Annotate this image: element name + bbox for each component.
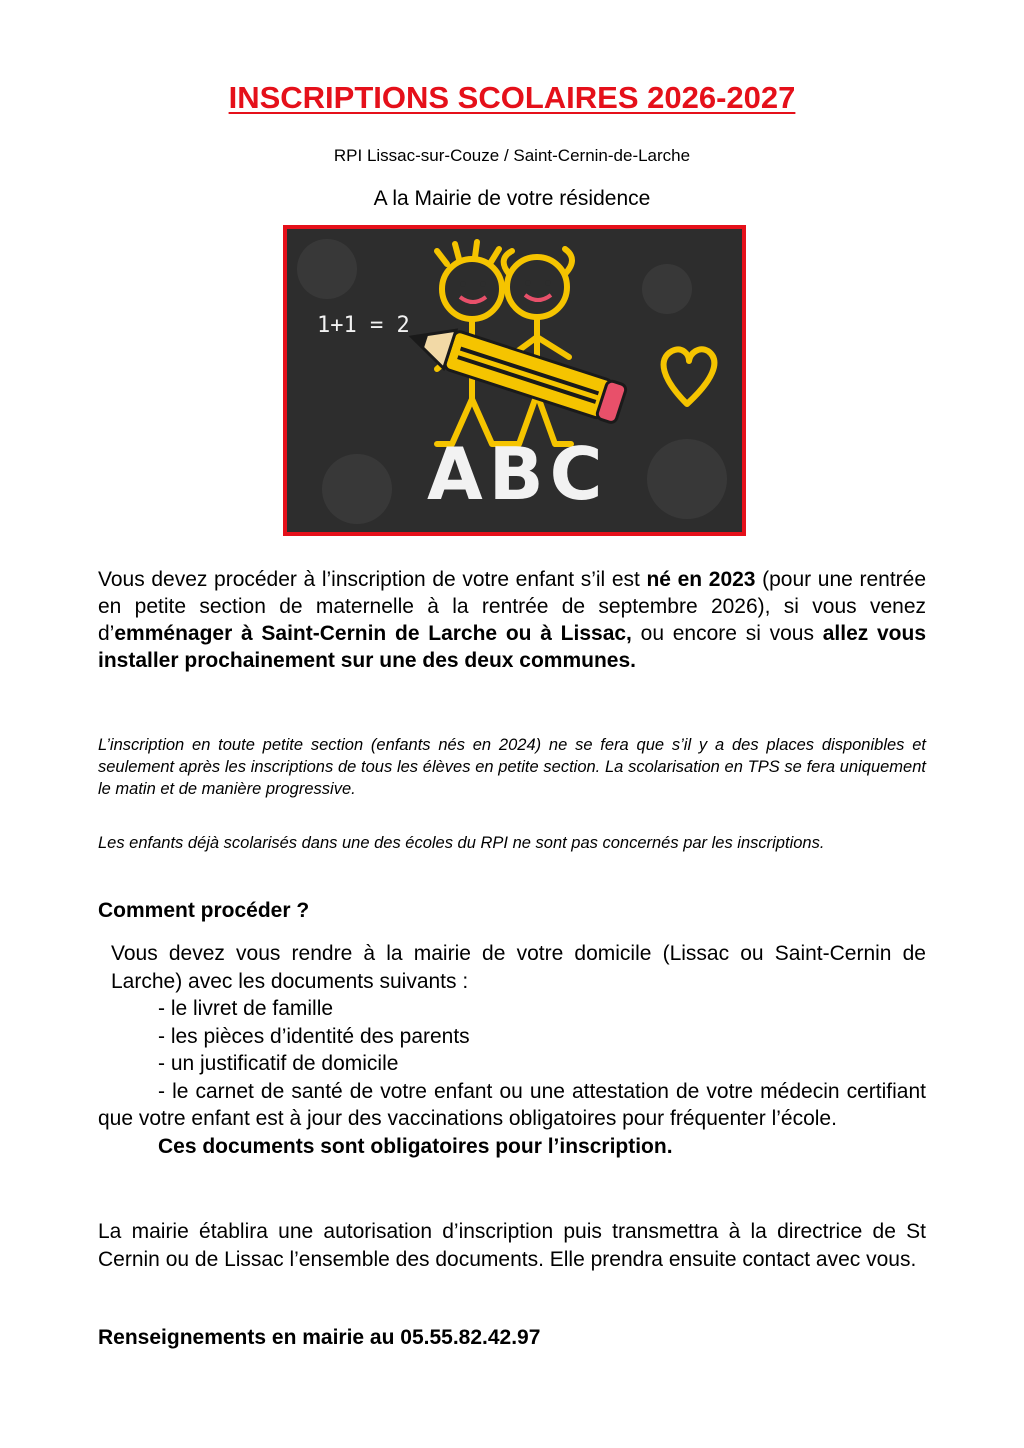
document-item: - le livret de famille: [158, 997, 334, 1020]
contact-line: Renseignements en mairie au 05.55.82.42.97: [98, 1326, 541, 1349]
location-line: A la Mairie de votre résidence: [373, 187, 651, 210]
rpi-note: Les enfants déjà scolarisés dans une des écoles du RPI ne sont pas concernés par les inscriptions.: [98, 834, 825, 852]
page-title: INSCRIPTIONS SCOLAIRES 2026-2027: [228, 80, 796, 115]
mandatory-note: Ces documents sont obligatoires pour l’inscription.: [158, 1134, 673, 1158]
intro-paragraph: Vous devez procéder à l’inscription de votre enfant s’il est né en 2023 (pour une rentrée en petite section de maternelle à la rentrée de septembre 2026), si vous venez d’emménager à Saint-Cernin de Larche ou à Lissac, ou encore si vous allez vous installer prochainement sur une des deux communes.: [98, 568, 927, 672]
document-item: - le carnet de santé de votre enfant ou une attestation de votre médecin certifiant que votre enfant est à jour des vaccinations obligatoires pour fréquenter l’école.: [98, 1079, 926, 1130]
abc-text: ABC: [427, 432, 609, 516]
tps-note: L’inscription en toute petite section (enfants nés en 2024) ne se fera que s’il y a des places disponibles et seulement après les inscriptions de tous les élèves en petite section. La scolarisation en TPS se fera uniquement le matin et de manière progressive.: [98, 736, 926, 798]
procedure-section: [98, 940, 926, 1160]
subtitle: RPI Lissac-sur-Couze / Saint-Cernin-de-Larche: [333, 146, 691, 165]
closing-paragraph: La mairie établira une autorisation d’inscription puis transmettra à la directrice de St Cernin ou de Lissac l’ensemble des documents. Elle prendra ensuite contact avec vous.: [98, 1220, 926, 1271]
chalkboard-drawing: [287, 229, 742, 532]
document-item: - un justificatif de domicile: [158, 1052, 399, 1075]
procedure-lead: Vous devez vous rendre à la mairie de votre domicile (Lissac ou Saint-Cernin de Larche) avec les documents suivants :: [111, 942, 926, 993]
procedure-heading: Comment procéder ?: [98, 899, 310, 922]
equation-text: 1+1 = 2: [317, 313, 410, 338]
chalkboard-illustration: [283, 225, 746, 536]
document-item: - les pièces d’identité des parents: [158, 1024, 470, 1048]
